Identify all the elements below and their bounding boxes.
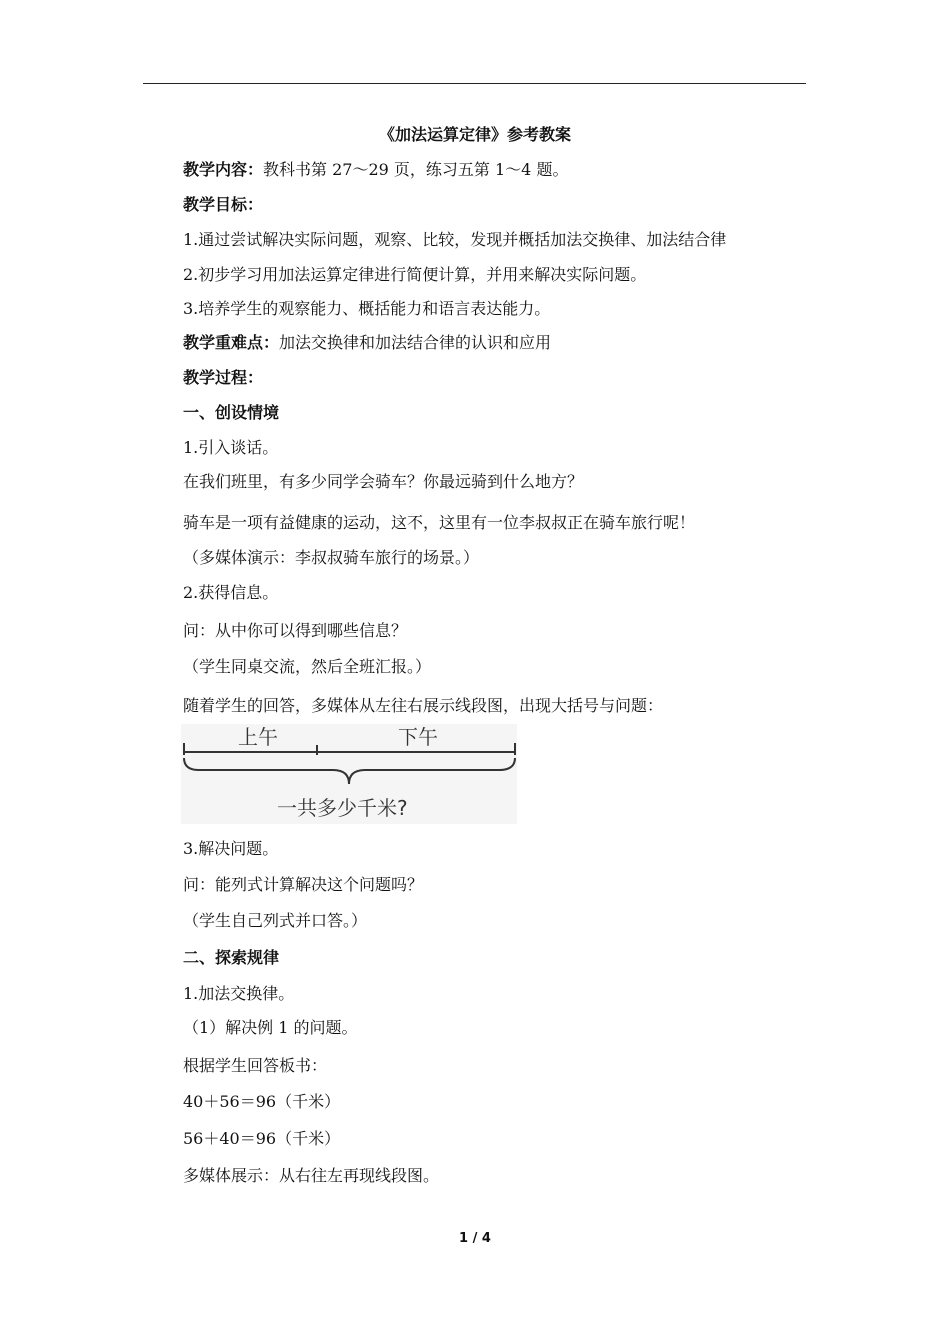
teaching-content-text: 教科书第 27～29 页，练习五第 1～4 题。 <box>263 160 569 179</box>
s2-paragraph-1: （1）解决例 1 的问题。 <box>183 1018 358 1037</box>
document-title: 《加法运算定律》参考教案 <box>378 125 571 144</box>
afternoon-label: 下午 <box>398 725 438 749</box>
s1-item-2: 2.获得信息。 <box>183 583 279 602</box>
morning-label: 上午 <box>238 725 278 749</box>
teaching-content-label: 教学内容： <box>183 160 264 179</box>
s1-paragraph-3: （多媒体演示：李叔叔骑车旅行的场景。） <box>183 548 480 567</box>
key-points-line <box>183 332 551 354</box>
section-heading-1: 一、创设情境 <box>183 403 280 422</box>
s1-paragraph-2: 骑车是一项有益健康的运动，这不，这里有一位李叔叔正在骑车旅行呢！ <box>183 513 696 532</box>
s1-paragraph-8: （学生自己列式并口答。） <box>183 911 368 930</box>
teaching-process-label: 教学过程： <box>183 368 264 387</box>
teaching-content-line <box>183 159 568 181</box>
goal-3: 3.培养学生的观察能力、概括能力和语言表达能力。 <box>183 299 551 318</box>
goal-2: 2.初步学习用加法运算定律进行简便计算，并用来解决实际问题。 <box>183 265 647 284</box>
equation-1: 40＋56＝96（千米） <box>183 1092 341 1111</box>
key-points-text: 加法交换律和加法结合律的认识和应用 <box>279 333 552 352</box>
total-question: 一共多少千米? <box>277 796 408 820</box>
s1-paragraph-1: 在我们班里，有多少同学会骑车？你最远骑到什么地方？ <box>183 472 584 491</box>
s2-item-1: 1.加法交换律。 <box>183 984 295 1003</box>
goal-1: 1.通过尝试解决实际问题，观察、比较，发现并概括加法交换律、加法结合律 <box>183 230 727 249</box>
s1-paragraph-6: 随着学生的回答，多媒体从左往右展示线段图，出现大括号与问题： <box>183 696 664 715</box>
s1-paragraph-5: （学生同桌交流，然后全班汇报。） <box>183 657 432 676</box>
key-points-label: 教学重难点： <box>183 333 280 352</box>
s1-item-1: 1.引入谈话。 <box>183 438 279 457</box>
page-number: 1 / 4 <box>459 1231 491 1246</box>
s2-paragraph-2: 根据学生回答板书： <box>183 1056 328 1075</box>
equation-2: 56＋40＝96（千米） <box>183 1129 341 1148</box>
teaching-goals-label: 教学目标： <box>183 195 264 214</box>
s1-paragraph-4: 问：从中你可以得到哪些信息？ <box>183 621 408 640</box>
s1-item-3: 3.解决问题。 <box>183 839 279 858</box>
s1-paragraph-7: 问：能列式计算解决这个问题吗？ <box>183 875 424 894</box>
s2-paragraph-3: 多媒体展示：从右往左再现线段图。 <box>183 1166 440 1185</box>
header-rule <box>143 83 806 84</box>
segment-diagram <box>181 724 517 824</box>
section-heading-2: 二、探索规律 <box>183 948 280 967</box>
